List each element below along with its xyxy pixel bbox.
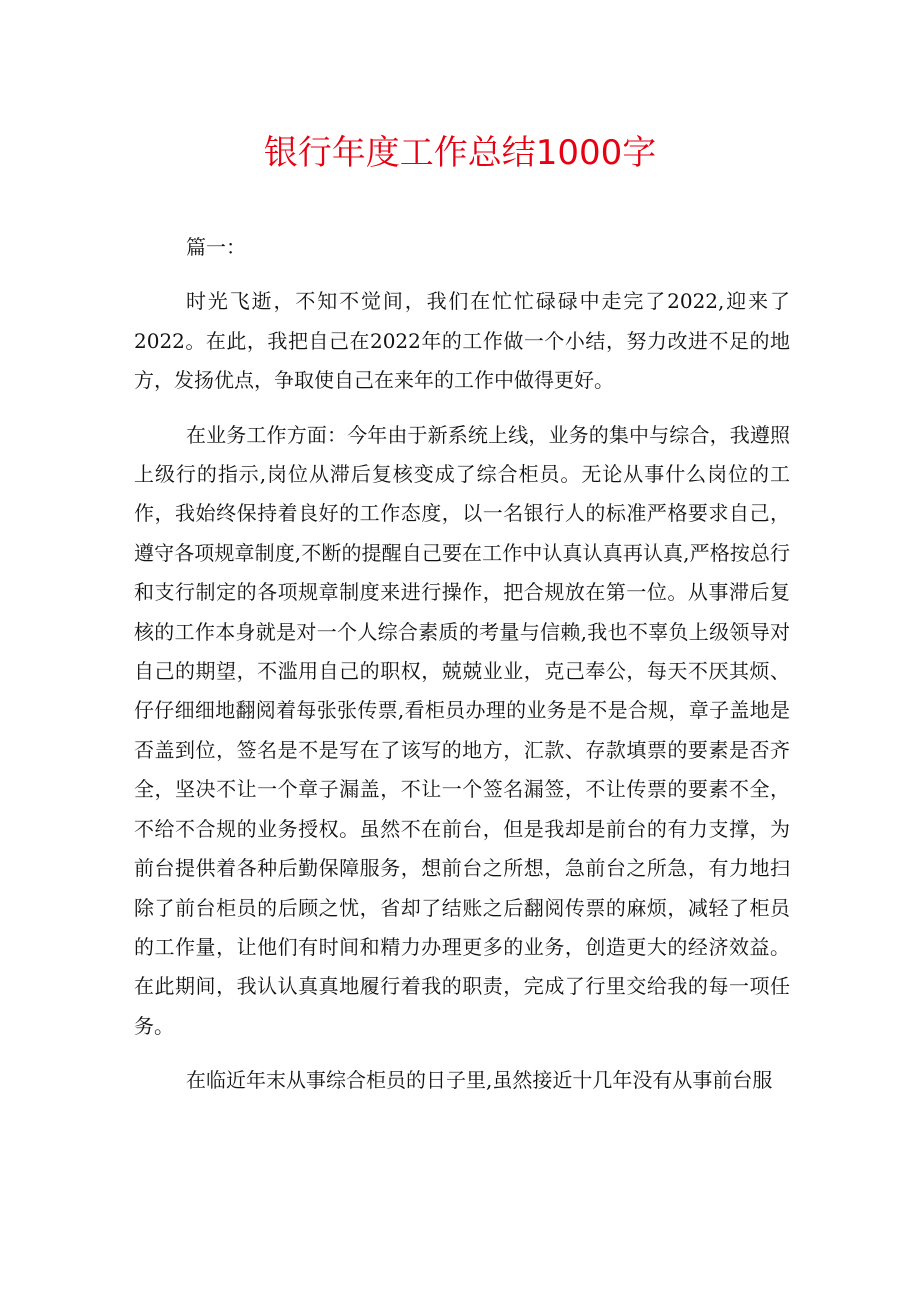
paragraph: 在业务工作方面：今年由于新系统上线，业务的集中与综合，我遵照上级行的指示,岗位从滞后复核变成了综合柜员。无论从事什么岗位的工作，我始终保持着良好的工作态度，以一名银行人的标准严格要求自己，遵守各项规章制度,不断的提醒自己要在工作中认真认真再认真,严格按总行和支行制定的各项规章制度来进行操作，把合规放在第一位。从事滞后复核的工作本身就是对一个人综合素质的考量与信赖,我也不辜负上级领导对自己的期望，不滥用自己的职权，兢兢业业，克己奉公，每天不厌其烦、仔仔细细地翻阅着每张张传票,看柜员办理的业务是不是合规，章子盖地是否盖到位，签名是不是写在了该写的地方，汇款、存款填票的要素是否齐全，坚决不让一个章子漏盖，不让一个签名漏签，不让传票的要素不全，不给不合规的业务授权。虽然不在前台，但是我却是前台的有力支撑，为前台提供着各种后勤保障服务，想前台之所想，急前台之所急，有力地扫除了前台柜员的后顾之忧，省却了结账之后翻阅传票的麻烦，减轻了柜员的工作量，让他们有时间和精力办理更多的业务，创造更大的经济效益。在此期间，我认认真真地履行着我的职责，完成了行里交给我的每一项任务。 — [134, 422, 790, 1038]
paragraph: 在临近年末从事综合柜员的日子里,虽然接近十几年没有从事前台服 — [186, 1068, 773, 1093]
section-label: 篇一： — [186, 235, 246, 259]
paragraph: 时光飞逝，不知不觉间，我们在忙忙碌碌中走完了2022,迎来了2022。在此，我把自己在2022年的工作做一个小结，努力改进不足的地方，发扬优点，争取使自己在来年的工作中做得更好。 — [134, 289, 790, 393]
document-title: 银行年度工作总结1000字 — [263, 133, 657, 173]
document-body — [134, 228, 790, 1116]
